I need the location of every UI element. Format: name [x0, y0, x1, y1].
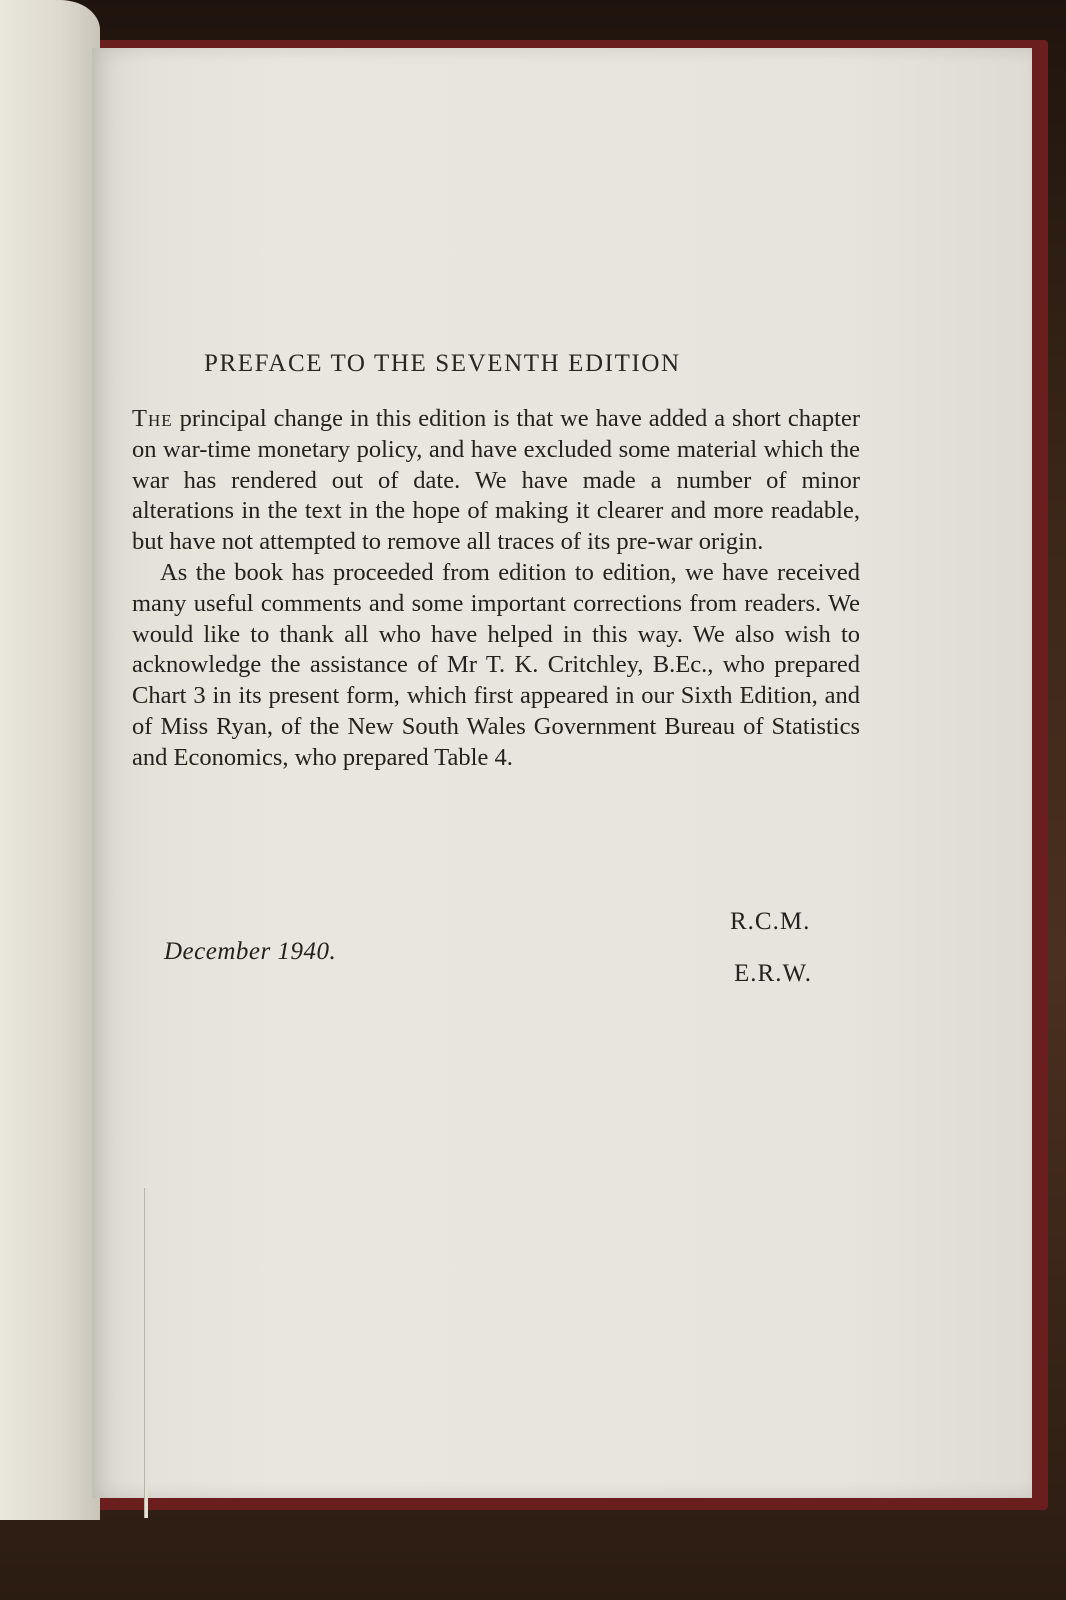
paragraph-lead-word: The [132, 405, 173, 432]
preface-paragraph-1 [132, 404, 860, 558]
page-gutter [144, 1188, 148, 1518]
author-initials-1: R.C.M. [730, 908, 811, 935]
left-page-edge [0, 0, 100, 1520]
preface-heading: PREFACE TO THE SEVENTH EDITION [204, 350, 681, 377]
preface-paragraph-2: As the book has proceeded from edition to edition, we have received many useful comments and some important corrections from readers. We would like to thank all who have helped in this way. We also wish to acknowledge the assistance of Mr T. K. Critchley, B.Ec., who prepared Chart 3 in its present form, which first appeared in our Sixth Edition, and of Miss Ryan, of the New South Wales Government Bureau of Statistics and Economics, who prepared Table 4. [132, 558, 860, 771]
preface-date: December 1940. [164, 938, 337, 965]
paragraph-1-text: principal change in this edition is that we have added a short chapter on war-time monetary policy, and have excluded some material which the war has rendered out of date. We have made a number of minor alterations in the text in the hope of making it clearer and more readable, but have not attempted to remove all traces of its pre-war origin. [132, 405, 861, 556]
preface-body [132, 404, 860, 774]
author-initials-2: E.R.W. [734, 960, 812, 987]
book-page [92, 48, 1032, 1498]
